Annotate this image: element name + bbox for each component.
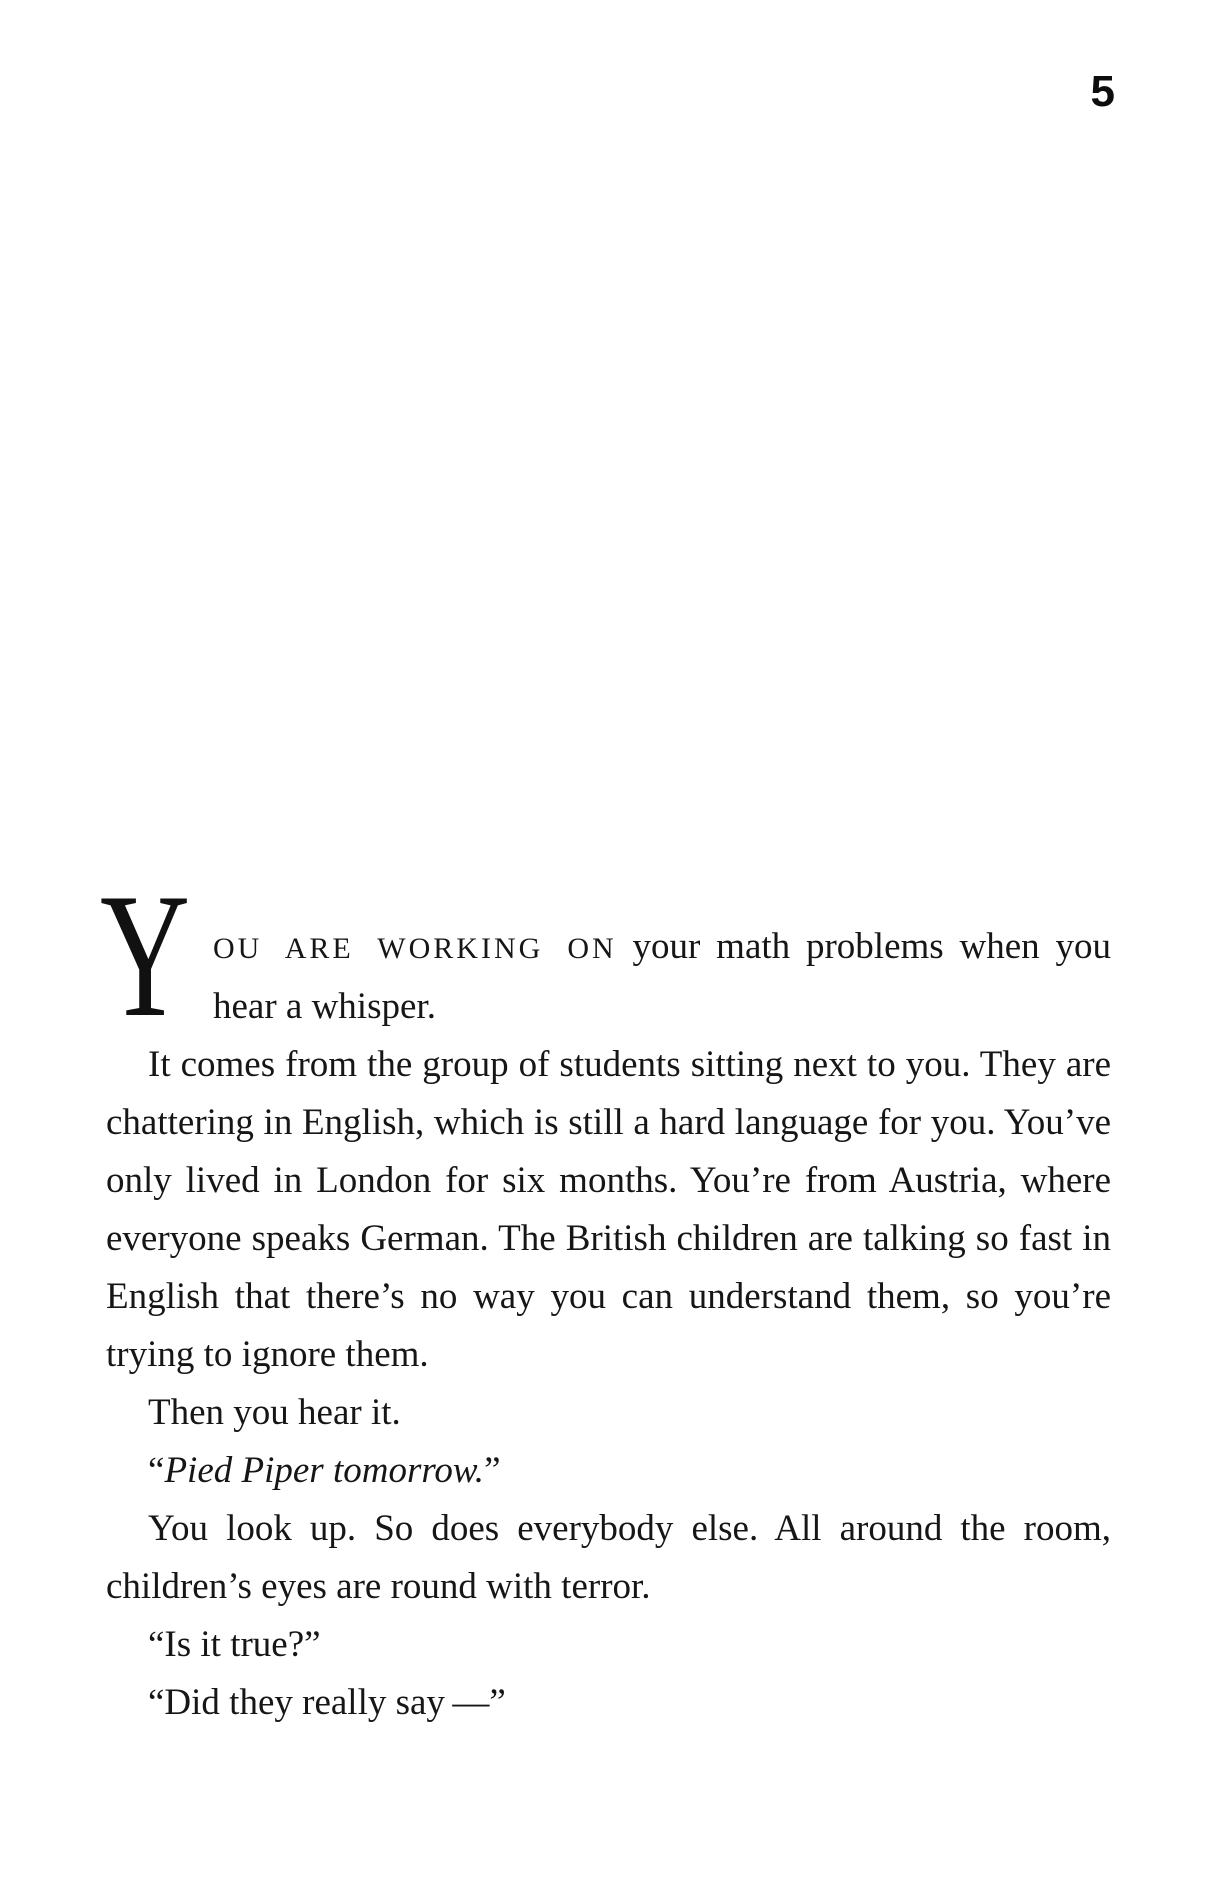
- paragraph-is-it-true: “Is it true?”: [148, 1624, 321, 1665]
- close-quote: ”: [484, 1450, 501, 1491]
- paragraph-did-they-really-say: “Did they really say —”: [148, 1682, 506, 1723]
- italic-phrase: Pied Piper tomorrow.: [164, 1450, 485, 1491]
- paragraph-pied-piper: [106, 1442, 1111, 1500]
- opening-second-line: hear a whisper.: [213, 986, 436, 1027]
- drop-cap-letter: Y: [100, 856, 190, 1054]
- paragraph-you-look-up: You look up. So does everybody else. All around the room, children’s eyes are round with terror.: [106, 1508, 1111, 1607]
- lead-in-small-caps: OU ARE WORKING ON: [213, 932, 617, 965]
- paragraph-opening: [213, 918, 1111, 1036]
- chapter-text-block: [100, 856, 1111, 1732]
- opening-first-line: [213, 918, 1111, 978]
- opening-first-line-rest: your math problems when you: [616, 926, 1111, 967]
- page-number: 5: [1090, 67, 1115, 116]
- open-quote: “: [148, 1450, 165, 1491]
- paragraph-students: It comes from the group of students sitting next to you. They are chattering in English, which is still a hard language for you. You’ve only lived in London for six months. You’re from Austria, where everyone speaks German. The British children are talking so fast in English that there’s no way you can understand them, so you’re trying to ignore them.: [106, 1044, 1111, 1375]
- paragraph-then-you-hear-it: Then you hear it.: [148, 1392, 401, 1433]
